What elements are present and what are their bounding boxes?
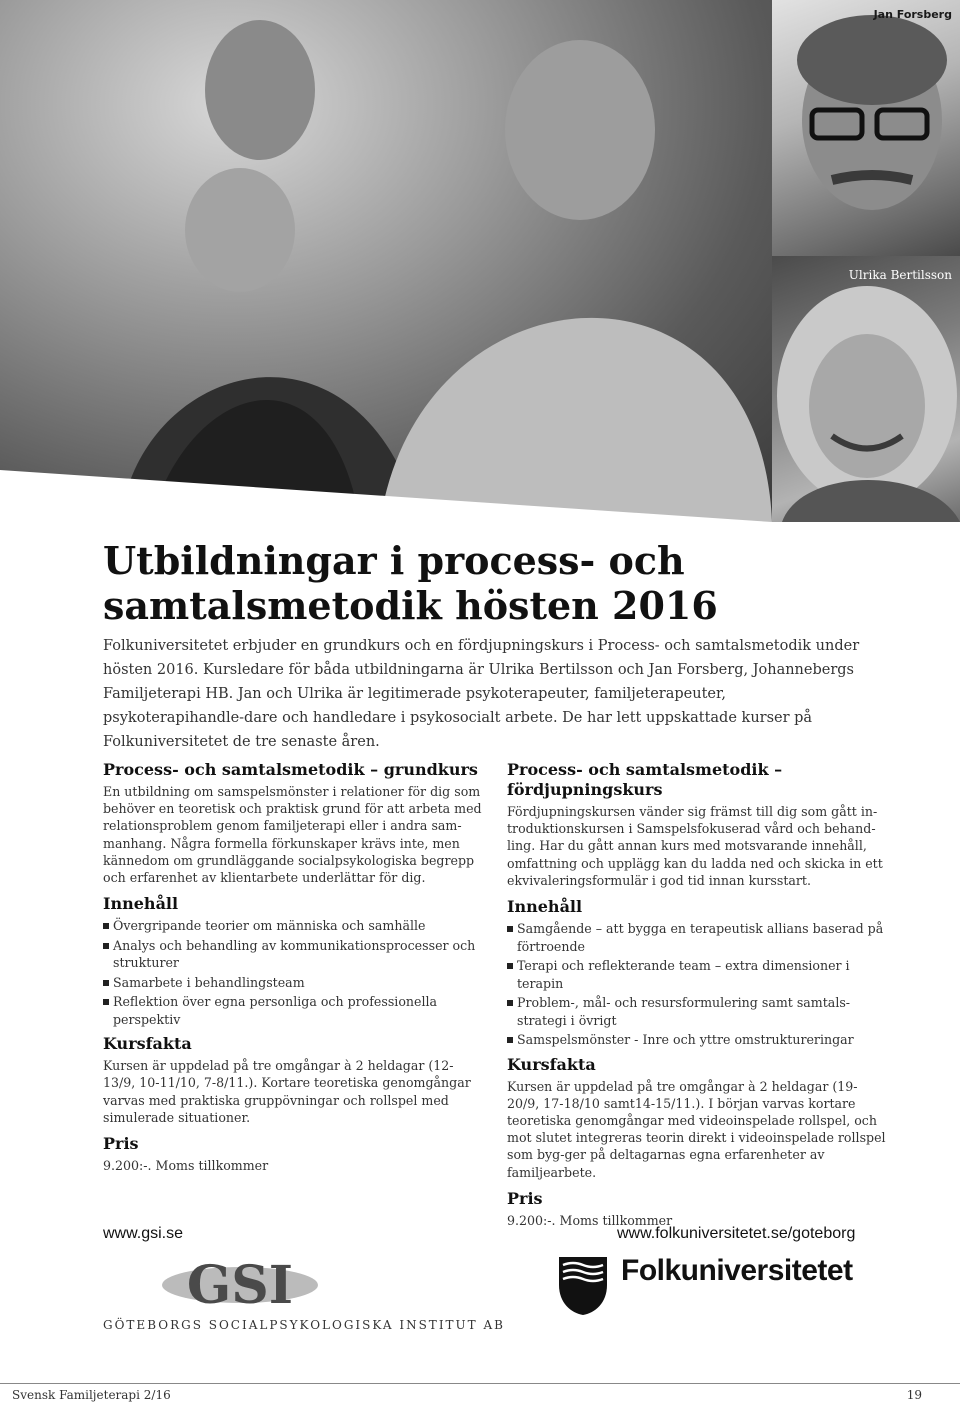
portrait-ulrika-illustration (772, 256, 960, 522)
list-item: Övergripande teorier om människa och samhälle (103, 917, 483, 935)
footer-journal: Svensk Familjeterapi 2/16 (12, 1388, 171, 1402)
gsi-logo-letters: GSI (186, 1255, 294, 1313)
gsi-full-name: GÖTEBORGS SOCIALPSYKOLOGISKA INSTITUT AB (103, 1318, 505, 1332)
family-photo (0, 0, 772, 522)
course-advanced-title: Process- och samtalsmetodik – fördjupningskurs (507, 760, 783, 799)
course-basic-title: Process- och samtalsmetodik – grundkurs (103, 760, 478, 779)
portrait-jan-illustration (772, 0, 960, 256)
folkuniversitetet-wordmark: Folkuniversitetet (621, 1254, 853, 1287)
page-number: 19 (906, 1388, 922, 1402)
course-basic (103, 760, 483, 1182)
course-basic-price-heading: Pris (103, 1134, 139, 1154)
gsi-link[interactable]: www.gsi.se (103, 1225, 184, 1242)
headline-line-1: Utbildningar i process- och (103, 538, 685, 583)
course-advanced-facts-heading: Kursfakta (507, 1054, 596, 1074)
caption-jan: Jan Forsberg (873, 8, 952, 21)
family-photo-illustration (0, 0, 772, 522)
course-advanced-content-list (507, 920, 887, 1049)
portrait-jan (772, 0, 960, 256)
course-advanced-description: Fördjupningskursen vänder sig främst till dig som gått in-troduktionskursen i Samspelsfokuserad vård och behand-ling. Har du gått annan kurs med motsvarande innehåll, omfattning och upplägg kan du ladda ned och skicka in ett ekvivaleringsformulär i god tid innan kursstart. (507, 804, 883, 888)
list-item: Samgående – att bygga en terapeutisk allians baserad på förtroende (507, 920, 887, 955)
list-item: Samspelsmönster - Inre och yttre omstruktureringar (507, 1031, 887, 1049)
list-item: Reflektion över egna personliga och professionella perspektiv (103, 993, 483, 1028)
gsi-logo (160, 1255, 320, 1313)
folkuniversitetet-link[interactable]: www.folkuniversitetet.se/goteborg (617, 1225, 856, 1242)
course-advanced-facts: Kursen är uppdelad på tre omgångar à 2 heldagar (19-20/9, 17-18/10 samt14-15/11.). I början varvas kortare teoretiska genomgångar med videoinspelade rollspel, och mot slutet integreras teorin direkt i videoinspelade rollspel som byg-ger på deltagarnas egna erfarenheter av familjearbete. (507, 1078, 886, 1180)
folkuniversitetet-logo-mark (557, 1255, 609, 1317)
page-headline (103, 538, 863, 628)
course-advanced (507, 760, 887, 1237)
list-item: Problem-, mål- och resursformulering samt samtals-strategi i övrigt (507, 994, 887, 1029)
intro-paragraph: Folkuniversitetet erbjuder en grundkurs och en fördjupningskurs i Process- och samtalsmetodik under hösten 2016. Kursledare för båda utbildningarna är Ulrika Bertilsson och Jan Forsberg, Johannebergs Familjeterapi HB. Jan och Ulrika är legitimerade psykoterapeuter, familjeterapeuter, psykoterapihandle-dare och handledare i psykosocialt arbete. De har lett uppskattade kurser på Folkuniversitetet de tre senaste åren. (103, 638, 860, 750)
headline-line-2: samtalsmetodik hösten 2016 (103, 583, 718, 628)
caption-ulrika: Ulrika Bertilsson (848, 268, 952, 282)
course-basic-content-heading: Innehåll (103, 894, 179, 914)
course-advanced-content-heading: Innehåll (507, 897, 583, 917)
footer-divider (0, 1383, 960, 1384)
list-item: Terapi och reflekterande team – extra dimensioner i terapin (507, 957, 887, 992)
course-advanced-price-heading: Pris (507, 1188, 543, 1208)
course-advanced-price: 9.200:-. Moms tillkommer (507, 1212, 673, 1228)
list-item: Analys och behandling av kommunikationsprocesser och strukturer (103, 937, 483, 972)
course-basic-facts: Kursen är uppdelad på tre omgångar à 2 heldagar (12-13/9, 10-11/10, 7-8/11.). Kortare teoretiska genomgångar varvas med praktiska gruppövningar och rollspel med simulerade situationer. (103, 1058, 471, 1125)
course-basic-price: 9.200:-. Moms tillkommer (103, 1158, 269, 1174)
photo-diagonal-edge (0, 470, 772, 522)
portrait-ulrika (772, 256, 960, 522)
course-basic-facts-heading: Kursfakta (103, 1034, 192, 1054)
course-basic-description: En utbildning om samspelsmönster i relationer för dig som behöver en teoretisk och praktisk grund för att arbeta med relationsproblem genom familjeterapi eller i andra sam-manhang. Några formella förkunskaper krävs inte, men kännedom om grundläggande socialpsykologiska begrepp och erfarenhet av klientarbete underlättar för dig. (103, 784, 482, 886)
list-item: Samarbete i behandlingsteam (103, 974, 483, 992)
course-basic-content-list (103, 917, 483, 1028)
